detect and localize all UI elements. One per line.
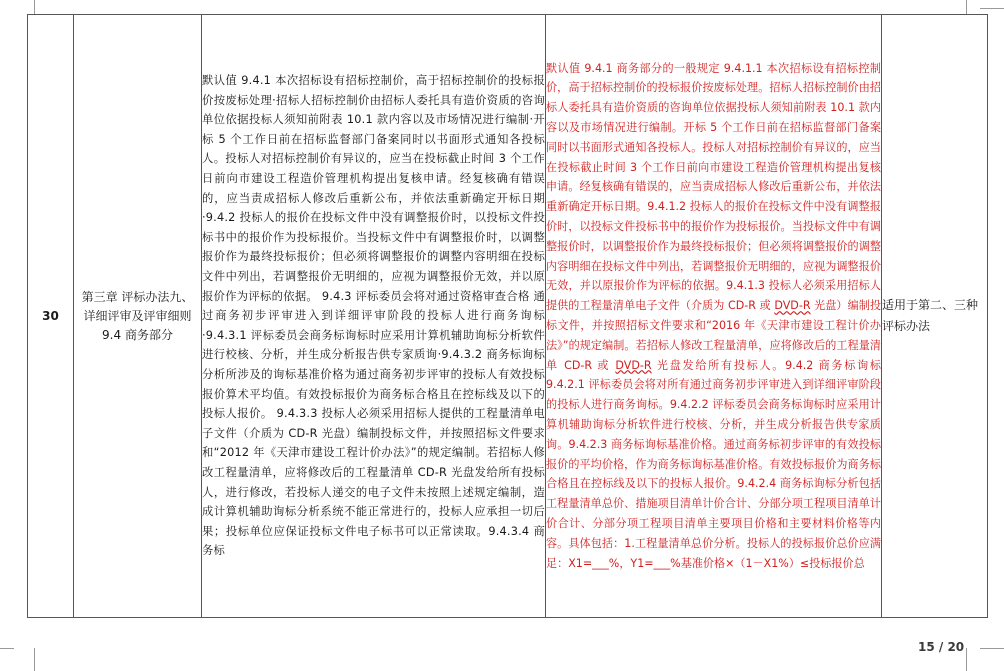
crop-mark xyxy=(980,8,1004,9)
crop-mark xyxy=(34,648,35,671)
section-title: 9.4 商务部分 xyxy=(102,327,173,342)
revised-text-underlined: DVD-R xyxy=(774,299,811,313)
table-row xyxy=(28,15,988,618)
revised-text-cell xyxy=(546,15,882,618)
comparison-table xyxy=(27,14,988,618)
chapter-title: 第三章 评标办法九、 xyxy=(81,289,194,304)
crop-mark xyxy=(34,0,35,14)
revised-text: 默认值 9.4.1 商务部分的一般规定 9.4.1.1 本次招标设有招标控制价，高于招标控制价的投标报价按废标处理。招标人招标控制价由招标人委托具有造价资质的咨询单位依据投标人须知前附表 10.1 款内容以及市场情况进行编制。开标 5 个工作日前在招标监督部门备案同时以书面形式通知各投标人。投标人对招标控制价有异议的，应当在投标截止时间 3 个工作日前向市建设工程造价管理机构提出复核申请。经复核确有错误的，应当责成招标人修改后重新公布，并依法重新确定开标日期。9.4.1.2 投标人的报价在投标文件中没有调整报价时，以投标文件投标书中的报价作为投标报价。当投标文件中有调整报价时，以调整报价作为最终投标报价；但必须将调整报价的调整内容明细在投标文件中列出，若调整报价无明细的，应视为调整报价无效，并以原报价作为评标的依据。9.4.1.3 投标人必须采用招标人提供的工程量清单电子文件（介质为 CD-R 或 xyxy=(546,61,881,313)
original-text-cell: 默认值 9.4.1 本次招标设有招标控制价，高于招标控制价的投标报价按废标处理·招标人招标控制价由招标人委托具有造价资质的咨询单位依据投标人须知前附表 10.1 款内容以及市场情况进行编制·开标 5 个工作日前在招标监督部门备案同时以书面形式通知各投标人。投标人对招标控制价有异议的，应当在投标截止时间 3 个工作日前向市建设工程造价管理机构提出复核申请。经复核确有错误的，应当责成招标人修改后重新公布，并依法重新确定开标日期·9.4.2 投标人的报价在投标文件中没有调整报价时，以投标文件投标书中的报价作为投标报价。当投标文件中有调整报价时，以调整报价作为最终投标报价；但必须将调整报价的调整内容明细在投标文件中列出，若调整报价无明细的，应视为调整报价无效，并以原报价作为评标的依据。 9.4.3 评标委员会将对通过资格审查合格 通过商务初步评审进入到详细评审阶段的投标人进行商务询标·9.4.3.1 评标委员会商务标询标时应采用计算机辅助询标分析软件进行校核、分析，并生成分析报告供专家质询·9.4.3.2 商务标询标分析所涉及的询标基准价格为通过商务初步评审的投标人有效投标报价算术平均值。有效投标报价为商务标合格且在控标线及以下的投标人报价。 9.4.3.3 投标人必须采用招标人提供的工程量清单电子文件（介质为 CD-R 光盘）编制投标文件，并按照招标文件要求和“2012 年《天津市建设工程计价办法》”的规定编制。若招标人修改工程量清单，应将修改后的工程量清单 CD-R 光盘发给所有投标人，进行修改，若投标人递交的电子文件未按照上述规定编制，造成计算机辅助询标分析系统不能正常进行的，投标人应承担一切后果；投标单位应保证投标文件电子标书可以正常读取。9.4.3.4 商务标 xyxy=(202,15,546,618)
crop-mark xyxy=(980,648,1004,649)
crop-mark xyxy=(0,648,14,649)
revised-text: 光盘发给所有投标人。9.4.2 商务标询标 9.4.2.1 评标委员会将对所有通过商务初步评审进入到详细评审阶段的投标人进行商务询标。9.4.2.2 评标委员会商务标询标时应采用计算机辅助询标分析软件进行校核、分析，并生成分析报告供专家质询。9.4.2.3 商务标询标基准价格。通过商务标初步评审的有效投标报价的平均价格，作为商务标询标基准价格。有效投标报价为商务标合格且在控标线及以下的投标人报价。9.4.2.4 商务标询标分析包括工程量清单总价、措施项目清单计价合计、分部分项工程项目清单计价合计、分部分项工程项目清单主要项目价格和主要材料价格等内容。具体包括：1.工程量清单总价分析。投标人的投标报价总价应满足：X1=___%，Y1=___%基准价格×（1－X1%）≤投标报价总 xyxy=(546,358,881,570)
note-cell: 适用于第二、三种评标办法 xyxy=(882,15,988,618)
revised-text: 光盘）编制投标文件，并按照招标文件要求和“2016 年《天津市建设工程计价办法》”的规定编制。若招标人修改工程量清单，应将修改后的工程量清单 CD-R 或 xyxy=(546,299,881,372)
row-number: 30 xyxy=(28,15,74,618)
revised-text-underlined: DVD-R xyxy=(615,358,652,372)
page-indicator: 15 / 20 xyxy=(918,640,965,654)
crop-mark xyxy=(966,0,967,14)
chapter-cell xyxy=(74,15,202,618)
crop-mark xyxy=(966,648,967,671)
chapter-subtitle: 详细评审及评审细则 xyxy=(83,308,192,323)
